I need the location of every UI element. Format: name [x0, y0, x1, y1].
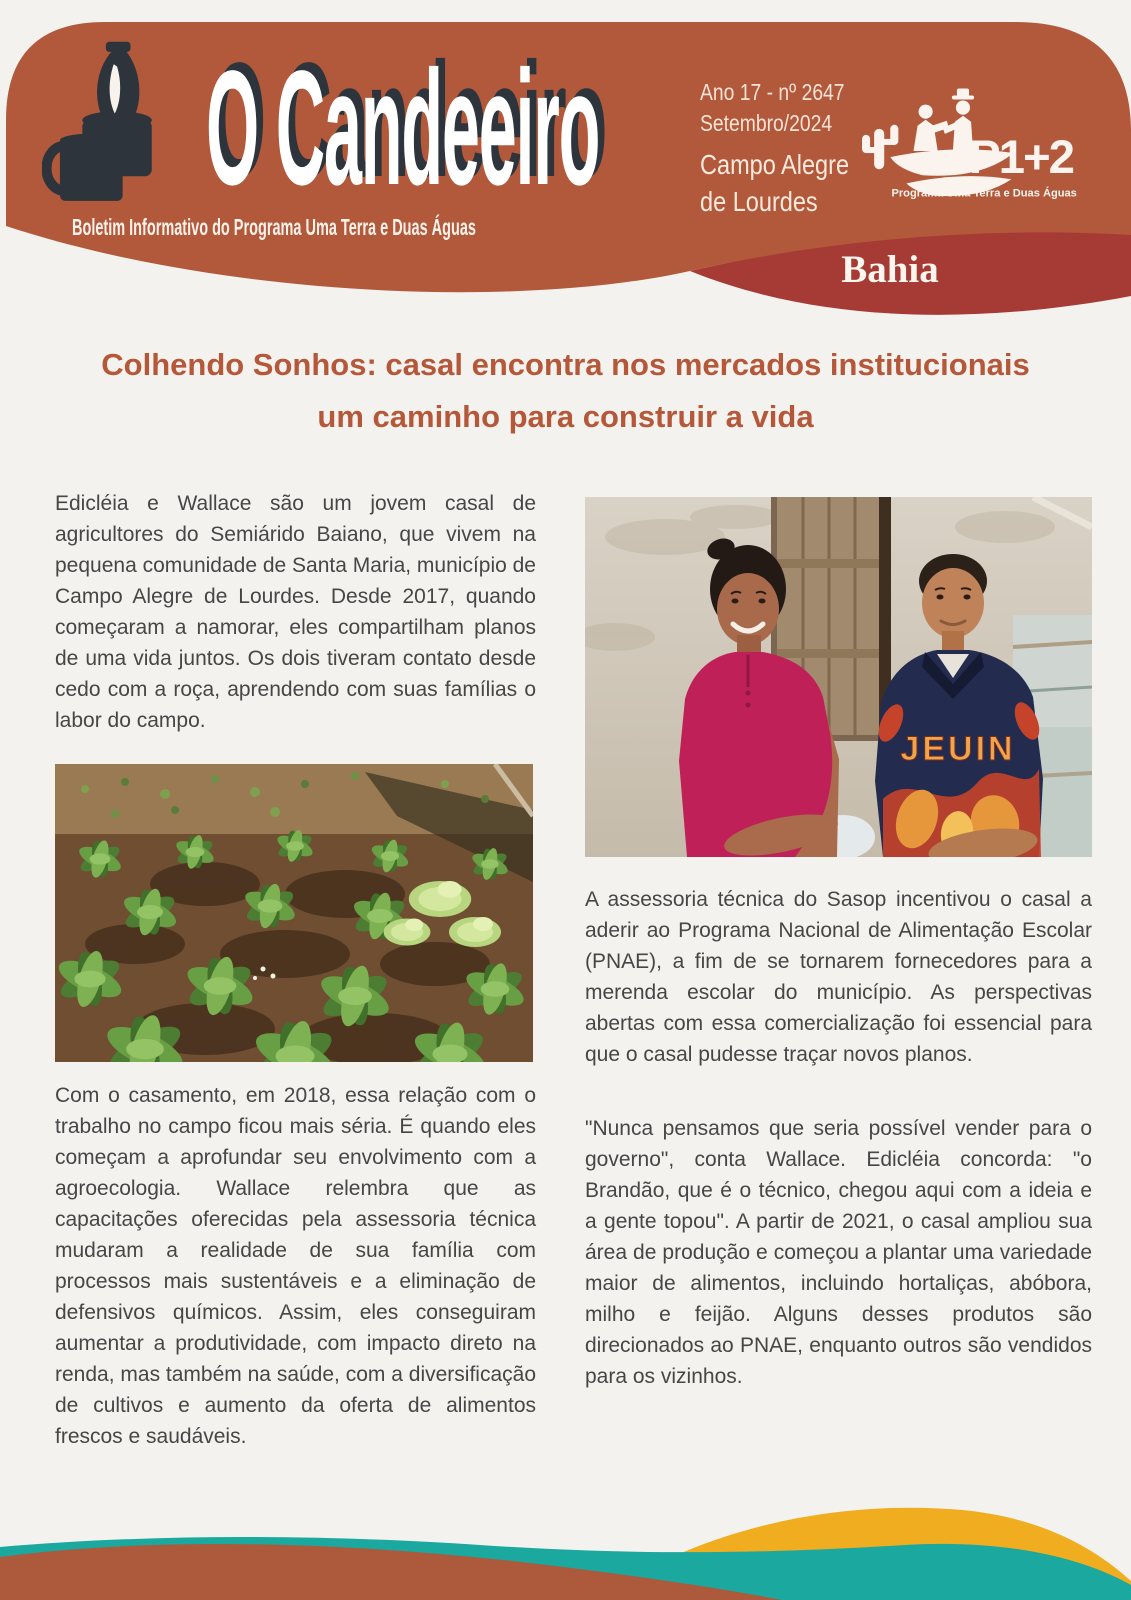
newsletter-title: O Candeeiro — [206, 36, 600, 219]
right-column — [585, 497, 1092, 1392]
couple-photo — [585, 497, 1092, 857]
p1plus2-caption: Programa Uma Terra e Duas Águas — [891, 187, 1077, 200]
footer-waves — [0, 1435, 1131, 1600]
headline-line-2: um caminho para construir a vida — [317, 399, 814, 434]
left-column — [55, 488, 536, 1452]
oil-lamp-icon — [42, 40, 210, 206]
body-paragraph: "Nunca pensamos que seria possível vender para o governo", conta Wallace. Edicléia concorda: "o Brandão, que é o técnico, chegou aqui com a ideia e a gente topou". A partir de 2021, o casal ampliou sua área de produção e começou a plantar uma variedade maior de alimentos, incluindo hortaliças, abóbora, milho e feijão. Alguns desses produtos são direcionados ao PNAE, enquanto outros são vendidos para os vizinhos. — [585, 1117, 1092, 1388]
body-paragraph: Com o casamento, em 2018, essa relação com o trabalho no campo ficou mais séria. É quando eles começam a aprofundar seu envolvimento com a agroecologia. Wallace relembra que as capacitações oferecidas pela assessoria técnica mudaram a realidade de sua família com processos mais sustentáveis e a eliminação de defensivos químicos. Assim, eles conseguiram aumentar a produtividade, com impacto direto na renda, mas também na saúde, com a diversificação de cultivos e aumento da oferta de alimentos frescos e saudáveis. — [55, 1084, 536, 1448]
newsletter-tagline: Boletim Informativo do Programa Uma Terra e Duas Águas — [72, 214, 476, 240]
edition-date: Setembro/2024 — [700, 110, 833, 136]
garden-photo — [55, 764, 536, 1062]
municipality-label: Campo Alegre de Lourdes — [700, 149, 850, 217]
p1plus2-cactus-icon — [862, 125, 898, 169]
body-paragraph: A assessoria técnica do Sasop incentivou o casal a aderir ao Programa Nacional de Alimentação Escolar (PNAE), a fim de se tornarem fornecedores para a merenda escolar do município. As perspectivas abertas com essa comercialização foi essencial para que o casal pudesse traçar novos planos. — [585, 888, 1092, 1066]
couple-photo-illustration — [585, 497, 1092, 857]
edition-info — [700, 77, 845, 139]
headline-line-1: Colhendo Sonhos: casal encontra nos mercados institucionais — [101, 347, 1030, 382]
body-paragraph: Edicléia e Wallace são um jovem casal de agricultores do Semiárido Baiano, que vivem na pequena comunidade de Santa Maria, município de Campo Alegre de Lourdes. Desde 2017, quando começaram a namorar, eles compartilham planos de uma vida juntos. Os dois tiveram contato desde cedo com a roça, aprendendo com suas famílias o labor do campo. — [55, 492, 536, 732]
p1plus2-acronym: P1+2 — [969, 131, 1074, 185]
edition-number: Ano 17 - nº 2647 — [700, 79, 845, 105]
shirt-text: JEUIN — [900, 730, 1016, 768]
state-badge: Bahia — [841, 248, 939, 291]
garden-photo-illustration — [55, 764, 533, 1062]
p1plus2-logo-icon — [860, 86, 1077, 208]
p1plus2-couple-icon — [914, 88, 975, 151]
article-headline — [0, 339, 1131, 443]
